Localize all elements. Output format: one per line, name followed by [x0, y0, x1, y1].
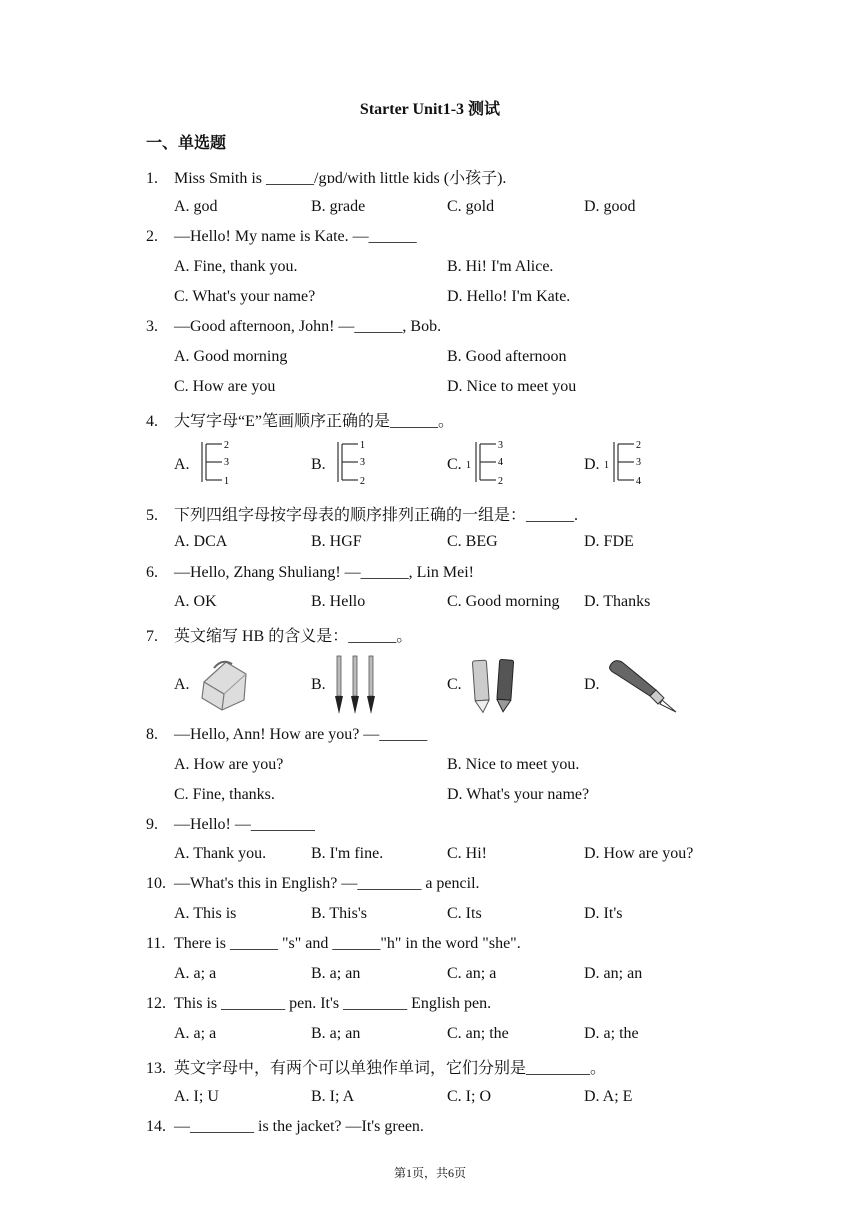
option-d[interactable]: D. How are you? [584, 845, 694, 862]
stroke-order-diagram-a [196, 438, 236, 486]
question-text: There is ______ "s" and ______"h" in the word "she". [174, 935, 521, 952]
question-6 [146, 564, 474, 582]
stroke-label: 1 [224, 476, 229, 487]
stroke-order-diagram-d [602, 438, 646, 486]
option-b[interactable]: B. grade [311, 198, 366, 215]
stroke-label: 1 [604, 460, 609, 471]
question-11 [146, 935, 521, 953]
stroke-label: 3 [636, 457, 641, 468]
stroke-order-diagram-c [464, 438, 508, 486]
option-c[interactable]: C. an; a [447, 965, 497, 982]
question-number: 11. [146, 935, 166, 952]
paintbrushes-icon [330, 654, 380, 716]
option-d[interactable]: D. [584, 676, 600, 693]
question-9 [146, 816, 315, 834]
option-b[interactable]: B. Hi! I'm Alice. [447, 258, 554, 275]
option-a[interactable]: A. a; a [174, 965, 217, 982]
option-c[interactable]: C. Its [447, 905, 482, 922]
option-a[interactable]: A. OK [174, 593, 217, 610]
stroke-label: 3 [498, 440, 503, 451]
option-b[interactable]: B. I'm fine. [311, 845, 384, 862]
option-c[interactable]: C. I; O [447, 1088, 491, 1105]
option-c[interactable]: C. Good morning [447, 593, 560, 610]
option-d[interactable]: D. [584, 456, 600, 473]
option-c[interactable]: C. Fine, thanks. [174, 786, 275, 803]
option-c[interactable]: C. an; the [447, 1025, 509, 1042]
page-title: Starter Unit1-3 测试 [359, 101, 501, 118]
question-14 [146, 1118, 424, 1136]
option-b[interactable]: B. [311, 676, 326, 693]
option-b[interactable]: B. I; A [311, 1088, 355, 1105]
question-number: 6. [146, 564, 158, 581]
question-text: —________ is the jacket? —It's green. [174, 1118, 424, 1135]
option-c[interactable]: C. What's your name? [174, 288, 316, 305]
option-c[interactable]: C. gold [447, 198, 495, 215]
option-c[interactable]: C. [447, 676, 462, 693]
stroke-label: 2 [360, 476, 365, 487]
option-d[interactable]: D. Hello! I'm Kate. [447, 288, 571, 305]
option-d[interactable]: D. What's your name? [447, 786, 590, 803]
option-b[interactable]: B. This's [311, 905, 367, 922]
question-text: —What's this in English? —________ a pencil. [174, 875, 480, 892]
stroke-label: 4 [498, 457, 503, 468]
pencils-icon [468, 656, 524, 714]
question-text: 下列四组字母按字母表的顺序排列正确的一组是：______. [174, 507, 579, 524]
option-b[interactable]: B. a; an [311, 965, 361, 982]
option-a[interactable]: A. I; U [174, 1088, 219, 1105]
option-a[interactable]: A. [174, 456, 190, 473]
question-text: —Hello, Zhang Shuliang! —______, Lin Mei! [174, 564, 474, 581]
option-a[interactable]: A. This is [174, 905, 237, 922]
stroke-order-diagram-b [332, 438, 372, 486]
question-2 [146, 228, 417, 246]
question-8 [146, 726, 427, 744]
question-number: 2. [146, 228, 158, 245]
option-a[interactable]: A. god [174, 198, 218, 215]
option-d[interactable]: D. good [584, 198, 636, 215]
question-text: —Hello! —________ [174, 816, 315, 833]
question-text: Miss Smith is ______/gɒd/with little kids (小孩子). [174, 170, 507, 187]
question-5 [146, 502, 578, 525]
option-b[interactable]: B. [311, 456, 326, 473]
stroke-label: 2 [498, 476, 503, 487]
option-a[interactable]: A. How are you? [174, 756, 284, 773]
option-a[interactable]: A. Fine, thank you. [174, 258, 298, 275]
stroke-label: 2 [636, 440, 641, 451]
option-a[interactable]: A. [174, 676, 190, 693]
option-b[interactable]: B. Good afternoon [447, 348, 567, 365]
question-1 [146, 165, 506, 188]
option-c[interactable]: C. How are you [174, 378, 276, 395]
question-number: 7. [146, 628, 158, 645]
section-heading: 一、单选题 [146, 133, 227, 152]
question-number: 10. [146, 875, 166, 892]
question-text: 英文字母中，有两个可以单独作单词，它们分别是________。 [174, 1060, 607, 1077]
option-d[interactable]: D. Thanks [584, 593, 651, 610]
option-b[interactable]: B. Hello [311, 593, 366, 610]
option-c[interactable]: C. [447, 456, 462, 473]
option-a[interactable]: A. Thank you. [174, 845, 267, 862]
question-7 [146, 623, 412, 646]
stroke-label: 3 [224, 457, 229, 468]
question-4 [146, 408, 454, 431]
question-number: 1. [146, 170, 158, 187]
option-d[interactable]: D. a; the [584, 1025, 639, 1042]
option-b[interactable]: B. HGF [311, 533, 362, 550]
fountain-pen-icon [606, 656, 680, 714]
stroke-label: 3 [360, 457, 365, 468]
question-number: 9. [146, 816, 158, 833]
option-a[interactable]: A. a; a [174, 1025, 217, 1042]
question-text: —Good afternoon, John! —______, Bob. [174, 318, 442, 335]
question-number: 13. [146, 1060, 166, 1077]
question-10 [146, 875, 480, 893]
question-3 [146, 318, 441, 336]
option-a[interactable]: A. Good morning [174, 348, 288, 365]
eraser-icon [196, 654, 252, 712]
page-footer: 第1页，共6页 [393, 1166, 466, 1180]
question-text: This is ________ pen. It's ________ English pen. [174, 995, 492, 1012]
question-number: 5. [146, 507, 158, 524]
option-b[interactable]: B. Nice to meet you. [447, 756, 580, 773]
option-d[interactable]: D. A; E [584, 1088, 633, 1105]
option-c[interactable]: C. Hi! [447, 845, 487, 862]
question-number: 3. [146, 318, 158, 335]
option-d[interactable]: D. It's [584, 905, 623, 922]
option-b[interactable]: B. a; an [311, 1025, 361, 1042]
question-text: 大写字母“E”笔画顺序正确的是______。 [174, 413, 454, 430]
stroke-label: 1 [466, 460, 471, 471]
question-text: —Hello! My name is Kate. —______ [174, 228, 417, 245]
stroke-label: 4 [636, 476, 641, 487]
question-text: —Hello, Ann! How are you? —______ [174, 726, 428, 743]
question-13 [146, 1055, 606, 1078]
option-d[interactable]: D. FDE [584, 533, 634, 550]
question-12 [146, 995, 491, 1013]
option-d[interactable]: D. Nice to meet you [447, 378, 577, 395]
question-number: 12. [146, 995, 166, 1012]
option-a[interactable]: A. DCA [174, 533, 228, 550]
question-number: 4. [146, 413, 158, 430]
stroke-label: 2 [224, 440, 229, 451]
option-d[interactable]: D. an; an [584, 965, 643, 982]
question-text: 英文缩写 HB 的含义是：______。 [174, 628, 413, 645]
question-number: 14. [146, 1118, 166, 1135]
option-c[interactable]: C. BEG [447, 533, 498, 550]
question-number: 8. [146, 726, 158, 743]
stroke-label: 1 [360, 440, 365, 451]
